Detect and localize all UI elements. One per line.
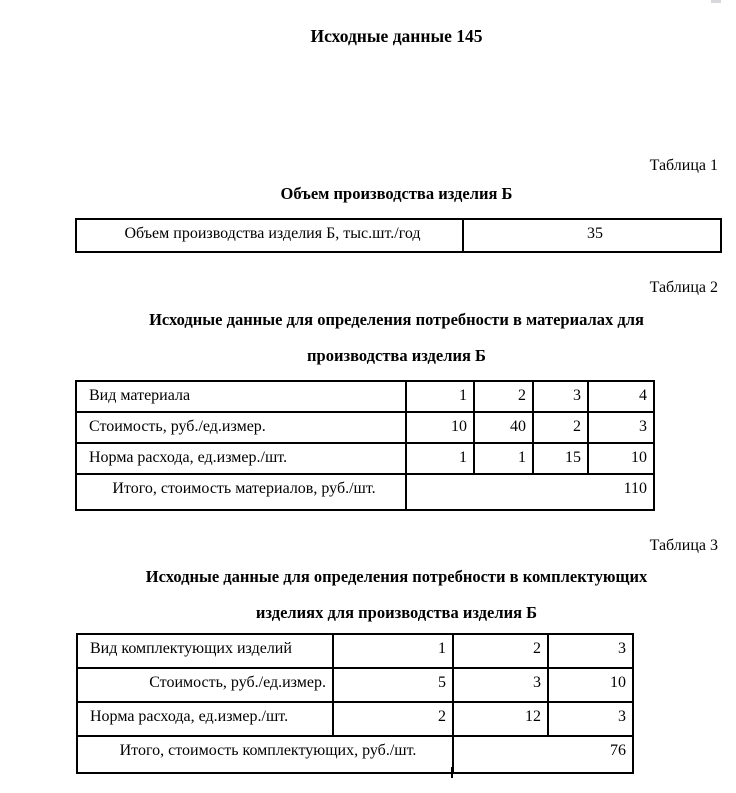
cell-value: 10 xyxy=(548,668,633,702)
table2-caption xyxy=(75,302,718,374)
cell-value: 40 xyxy=(474,412,533,443)
cell-value: 3 xyxy=(588,412,654,443)
cell-value: 4 xyxy=(588,381,654,412)
total-label: Итого, стоимость материалов, руб./шт. xyxy=(76,474,406,510)
cell-value: 2 xyxy=(474,381,533,412)
table2-materials xyxy=(75,380,655,511)
cell-value: 1 xyxy=(406,443,474,474)
cell-value: 15 xyxy=(533,443,588,474)
table3-caption-line2: изделиях для производства изделия Б xyxy=(255,603,538,622)
cell-value: 1 xyxy=(406,381,474,412)
table-row xyxy=(76,381,654,412)
cell-value: 3 xyxy=(548,634,633,668)
table1-number-label: Таблица 1 xyxy=(649,157,718,174)
table2-caption-line2: производства изделия Б xyxy=(307,346,486,365)
row-label: Объем производства изделия Б, тыс.шт./год xyxy=(76,219,463,252)
cell-value: 1 xyxy=(333,634,453,668)
cell-value: 5 xyxy=(333,668,453,702)
cell-value: 3 xyxy=(533,381,588,412)
table2-caption-line1: Исходные данные для определения потребности в материалах для xyxy=(149,310,644,329)
table1-caption: Объем производства изделия Б xyxy=(280,184,513,203)
row-label: Вид материала xyxy=(76,381,406,412)
table1-volume xyxy=(75,218,722,253)
cell-value: 12 xyxy=(453,702,548,736)
cell-value: 10 xyxy=(588,443,654,474)
cell-value: 2 xyxy=(333,702,453,736)
table3-caption-line1: Исходные данные для определения потребности в комплектующих xyxy=(145,567,648,586)
cell-value: 3 xyxy=(453,668,548,702)
table-row xyxy=(77,634,633,668)
corner-scan-artifact xyxy=(711,0,721,3)
table-row xyxy=(76,443,654,474)
cell-value: 2 xyxy=(533,412,588,443)
cell-value: 35 xyxy=(463,219,721,252)
table3-divider-overhang xyxy=(451,767,453,778)
total-value: 110 xyxy=(406,474,654,510)
table-row xyxy=(76,219,721,252)
row-label: Вид комплектующих изделий xyxy=(77,634,333,668)
cell-value: 1 xyxy=(474,443,533,474)
page-title: Исходные данные 145 xyxy=(310,26,483,46)
row-label: Стоимость, руб./ед.измер. xyxy=(76,412,406,443)
table-total-row xyxy=(76,474,654,510)
table-row xyxy=(77,668,633,702)
total-label: Итого, стоимость комплектующих, руб./шт. xyxy=(77,736,453,773)
table-total-row xyxy=(77,736,633,773)
cell-value: 10 xyxy=(406,412,474,443)
table3-components xyxy=(76,633,634,774)
table3-caption xyxy=(75,559,718,631)
table-row xyxy=(76,412,654,443)
cell-value: 2 xyxy=(453,634,548,668)
row-label: Норма расхода, ед.измер./шт. xyxy=(76,443,406,474)
total-value: 76 xyxy=(453,736,633,773)
row-label: Стоимость, руб./ед.измер. xyxy=(77,668,333,702)
cell-value: 3 xyxy=(548,702,633,736)
table3-number-label: Таблица 3 xyxy=(649,537,718,554)
table2-number-label: Таблица 2 xyxy=(649,279,718,296)
row-label: Норма расхода, ед.измер./шт. xyxy=(77,702,333,736)
table-row xyxy=(77,702,633,736)
